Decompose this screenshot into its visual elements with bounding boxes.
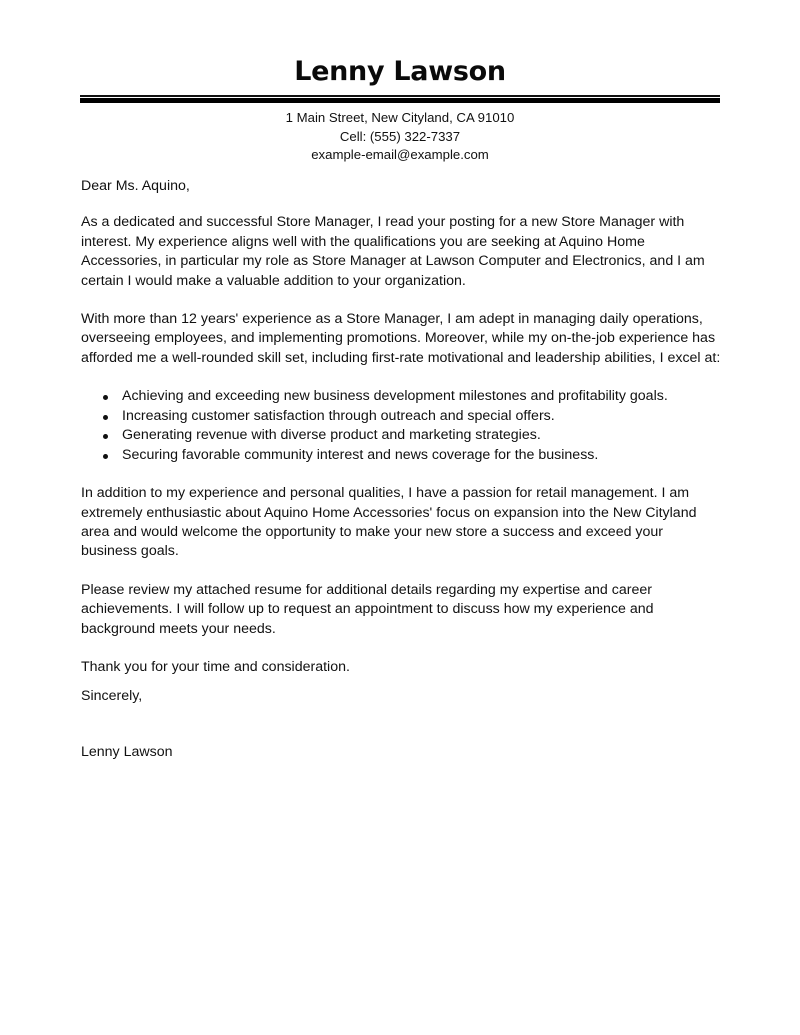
letter-body (81, 177, 721, 762)
list-item (81, 407, 721, 427)
list-item-text: Securing favorable community interest and news coverage for the business. (122, 446, 599, 463)
header-rule-thin (80, 95, 720, 97)
applicant-name: Lenny Lawson (294, 56, 506, 87)
closing: Sincerely, (81, 687, 143, 704)
paragraph-followup: Please review my attached resume for additional details regarding my expertise and career achievements. I will follow up to request an appointment to discuss how my experience and background meets your needs. (81, 581, 654, 637)
address: 1 Main Street, New Cityland, CA 91010 (285, 110, 515, 125)
list-item-text: Increasing customer satisfaction through outreach and special offers. (122, 407, 555, 424)
bullet-icon (103, 434, 108, 439)
phone: Cell: (555) 322-7337 (339, 128, 461, 144)
skills-list (81, 387, 721, 465)
bullet-icon (103, 454, 108, 459)
bullet-icon (103, 395, 108, 400)
salutation: Dear Ms. Aquino, (81, 178, 190, 194)
paragraph-experience: With more than 12 years' experience as a Store Manager, I am adept in managing daily operations, overseeing employees, and implementing promotions. Moreover, while my on-the-job experience has afforded me a well-rounded skill set, including first-rate motivational and leadership abilities, I excel at: (81, 311, 721, 366)
paragraph-intro: As a dedicated and successful Store Manager, I read your posting for a new Store Manager with interest. My experience aligns well with the qualifications you are seeking at Aquino Home Accessories, in particular my role as Store Manager at Lawson Computer and Electronics, and I am certain I would make a valuable addition to your organization. (81, 214, 705, 289)
contact-block (0, 109, 800, 165)
list-item-text: Generating revenue with diverse product and marketing strategies. (122, 427, 541, 444)
thank-you-line: Thank you for your time and consideration. (81, 659, 350, 676)
list-item (81, 387, 721, 407)
paragraph-passion: In addition to my experience and personal qualities, I have a passion for retail management. I am extremely enthusiastic about Aquino Home Accessories' focus on expansion into the New Cityland area and would welcome the opportunity to make your new store a success and exceed your business goals. (81, 485, 697, 560)
signature: Lenny Lawson (81, 743, 173, 760)
list-item-text: Achieving and exceeding new business development milestones and profitability goals. (122, 388, 668, 405)
list-item (81, 426, 721, 446)
email: example-email@example.com (311, 147, 489, 162)
bullet-icon (103, 415, 108, 420)
header-rule-thick (80, 98, 720, 103)
list-item (81, 446, 721, 466)
